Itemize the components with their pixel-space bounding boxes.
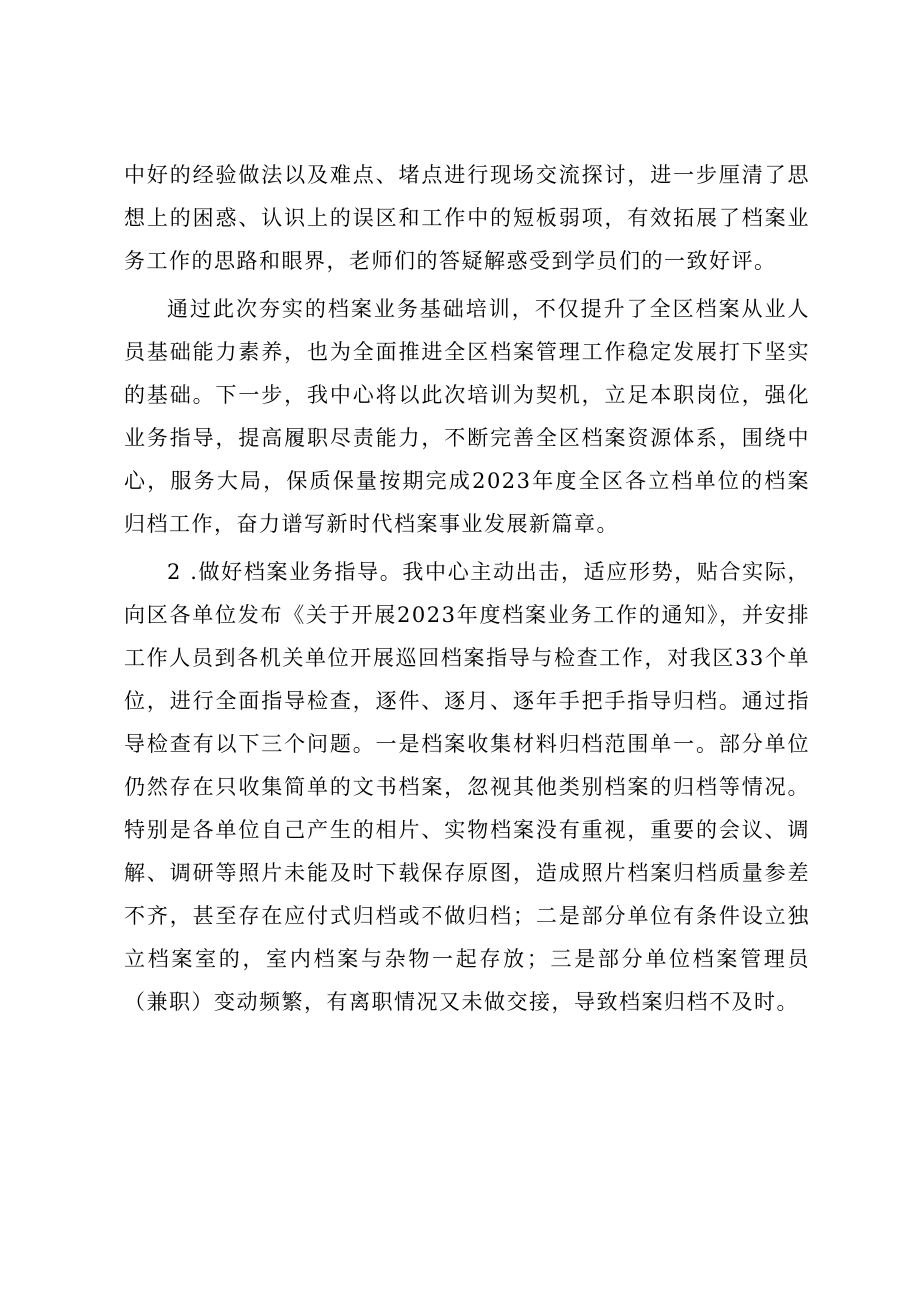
- paragraph-2: 通过此次夯实的档案业务基础培训，不仅提升了全区档案从业人员基础能力素养，也为全面推进全区档案管理工作稳定发展打下坚实的基础。下一步，我中心将以此次培训为契机，立足本职岗位，强化业务指导，提高履职尽责能力，不断完善全区档案资源体系，围绕中心，服务大局，保质保量按期完成2023年度全区各立档单位的档案归档工作，奋力谱写新时代档案事业发展新篇章。: [124, 297, 810, 536]
- paragraph-1: 中好的经验做法以及难点、堵点进行现场交流探讨，进一步厘清了思想上的困惑、认识上的误区和工作中的短板弱项，有效拓展了档案业务工作的思路和眼界，老师们的答疑解惑受到学员们的一致好评。: [124, 163, 810, 273]
- document-page: [124, 154, 810, 1029]
- paragraph-3: 2 .做好档案业务指导。我中心主动出击，适应形势，贴合实际，向区各单位发布《关于开展2023年度档案业务工作的通知》，并安排工作人员到各机关单位开展巡回档案指导与检查工作，对我区33个单位，进行全面指导检查，逐件、逐月、逐年手把手指导归档。通过指导检查有以下三个问题。一是档案收集材料归档范围单一。部分单位仍然存在只收集简单的文书档案，忽视其他类别档案的归档等情况。特别是各单位自己产生的相片、实物档案没有重视，重要的会议、调解、调研等照片未能及时下载保存原图，造成照片档案归档质量参差不齐，甚至存在应付式归档或不做归档；二是部分单位有条件设立独立档案室的，室内档案与杂物一起存放；三是部分单位档案管理员（兼职）变动频繁，有离职情况又未做交接，导致档案归档不及时。: [124, 560, 810, 1014]
